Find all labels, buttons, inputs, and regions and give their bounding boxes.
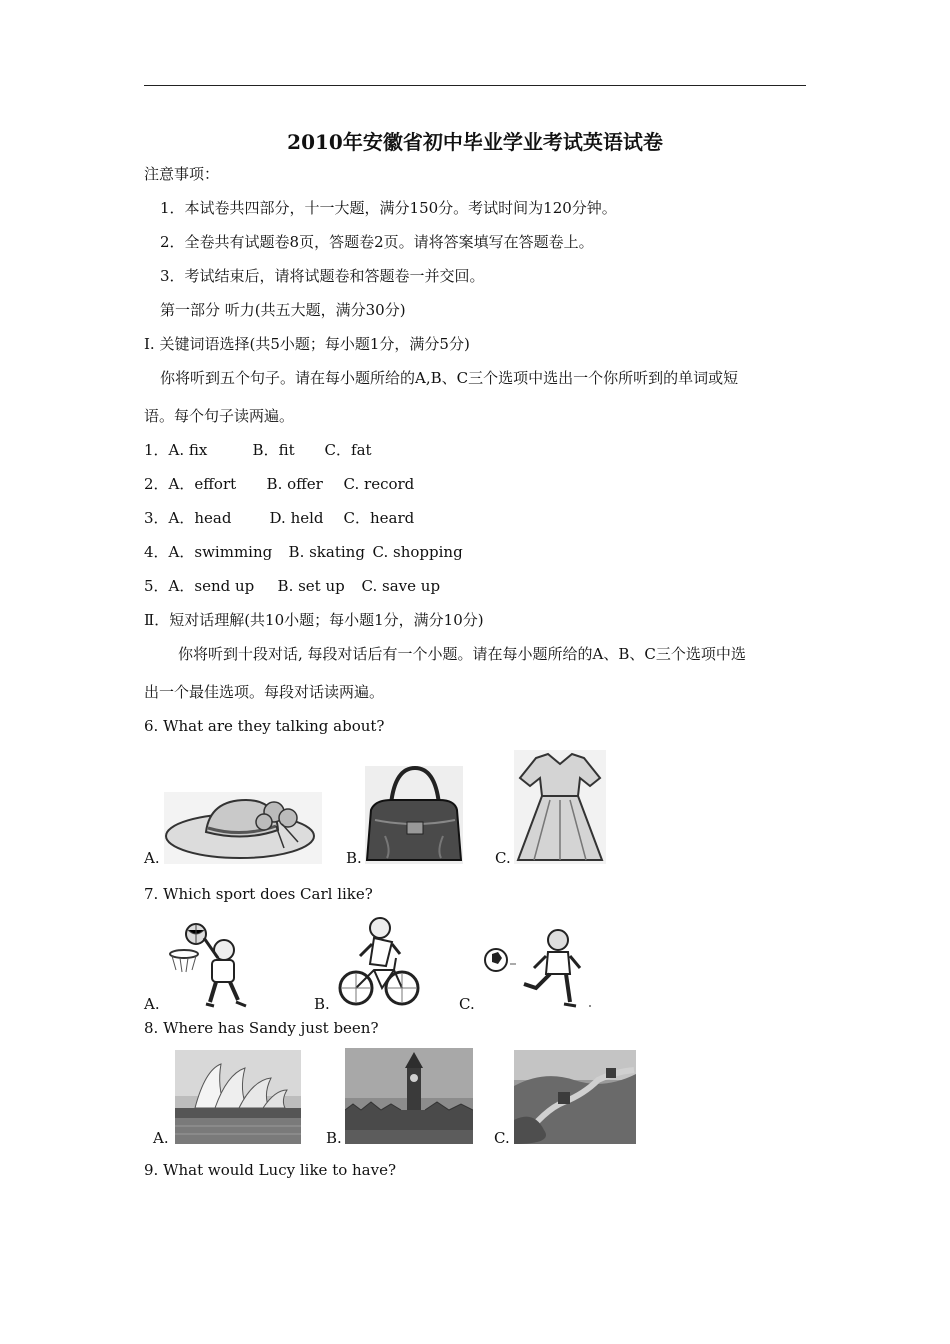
section1-instruction-line1: 你将听到五个句子。请在每小题所给的A,B、C三个选项中选出一个你所听到的单词或短 [160,369,739,387]
soccer-player-icon [482,928,592,1010]
section2-instruction-line2: 出一个最佳选项。每段对话读两遍。 [144,683,385,701]
handbag-icon [365,766,463,864]
question-number: 3． [144,509,169,527]
option-c: C．heard [343,509,415,527]
option-b: B．fit [252,441,295,459]
question-6: 6. What are they talking about? [144,717,385,735]
question-3 [144,508,414,528]
basketball-player-icon [166,920,250,1010]
section1-heading: I. 关键词语选择(共5小题；每小题1分，满分5分) [144,335,470,353]
option-b: B. offer [266,475,323,493]
question-7: 7. Which sport does Carl like? [144,885,373,903]
question-9: 9. What would Lucy like to have? [144,1161,397,1179]
header-rule [144,85,806,86]
question-number: 4． [144,543,169,561]
q8-option-b-label: B. [326,1129,342,1147]
option-b: D. held [269,509,324,527]
notice-item-2: 2．全卷共有试题卷8页，答题卷2页。请将答案填写在答题卷上。 [160,233,594,251]
option-b: B. set up [277,577,345,595]
cyclist-icon [336,914,420,1010]
option-c: C. save up [361,577,441,595]
question-number: 2． [144,475,169,493]
section1-instruction-line2: 语。每个句子读两遍。 [144,407,295,425]
q6-option-a-label: A. [144,849,160,867]
question-4 [144,542,463,562]
section2-instruction-line1: 你将听到十段对话, 每段对话后有一个小题。请在每小题所给的A、B、C三个选项中选 [178,645,746,663]
option-c: C. shopping [372,543,463,561]
q6-option-c-label: C. [495,849,511,867]
page-title: 2010年安徽省初中毕业学业考试英语试卷 [287,130,663,154]
q7-option-b-label: B. [314,995,330,1013]
q7-option-c-label: C. [459,995,475,1013]
option-c: C. record [343,475,415,493]
q8-option-a-label: A. [153,1129,169,1147]
question-5 [144,576,440,596]
question-number: 5． [144,577,169,595]
option-b: B. skating [288,543,365,561]
option-a: A．effort [168,475,237,493]
notice-item-3: 3．考试结束后，请将试题卷和答题卷一并交回。 [160,267,485,285]
q7-option-a-label: A. [144,995,160,1013]
great-wall-photo [514,1050,636,1144]
section2-heading: Ⅱ．短对话理解(共10小题；每小题1分，满分10分) [144,611,484,629]
q6-option-b-label: B. [346,849,362,867]
q8-option-c-label: C. [494,1129,510,1147]
question-number: 1． [144,441,169,459]
hat-icon [164,792,322,864]
question-8: 8. Where has Sandy just been? [144,1019,379,1037]
option-a: A．send up [168,577,255,595]
notice-heading: 注意事项： [144,165,220,183]
option-c: C．fat [324,441,372,459]
question-1 [144,440,372,460]
notice-item-1: 1．本试卷共四部分，十一大题，满分150分。考试时间为120分钟。 [160,199,617,217]
question-2 [144,474,414,494]
sydney-opera-house-photo [175,1050,301,1144]
big-ben-photo [345,1048,473,1144]
option-a: A．swimming [168,543,273,561]
option-a: A．head [168,509,232,527]
option-a: A. fix [168,441,208,459]
part1-heading: 第一部分 听力(共五大题，满分30分) [160,301,406,319]
dress-icon [514,750,606,864]
